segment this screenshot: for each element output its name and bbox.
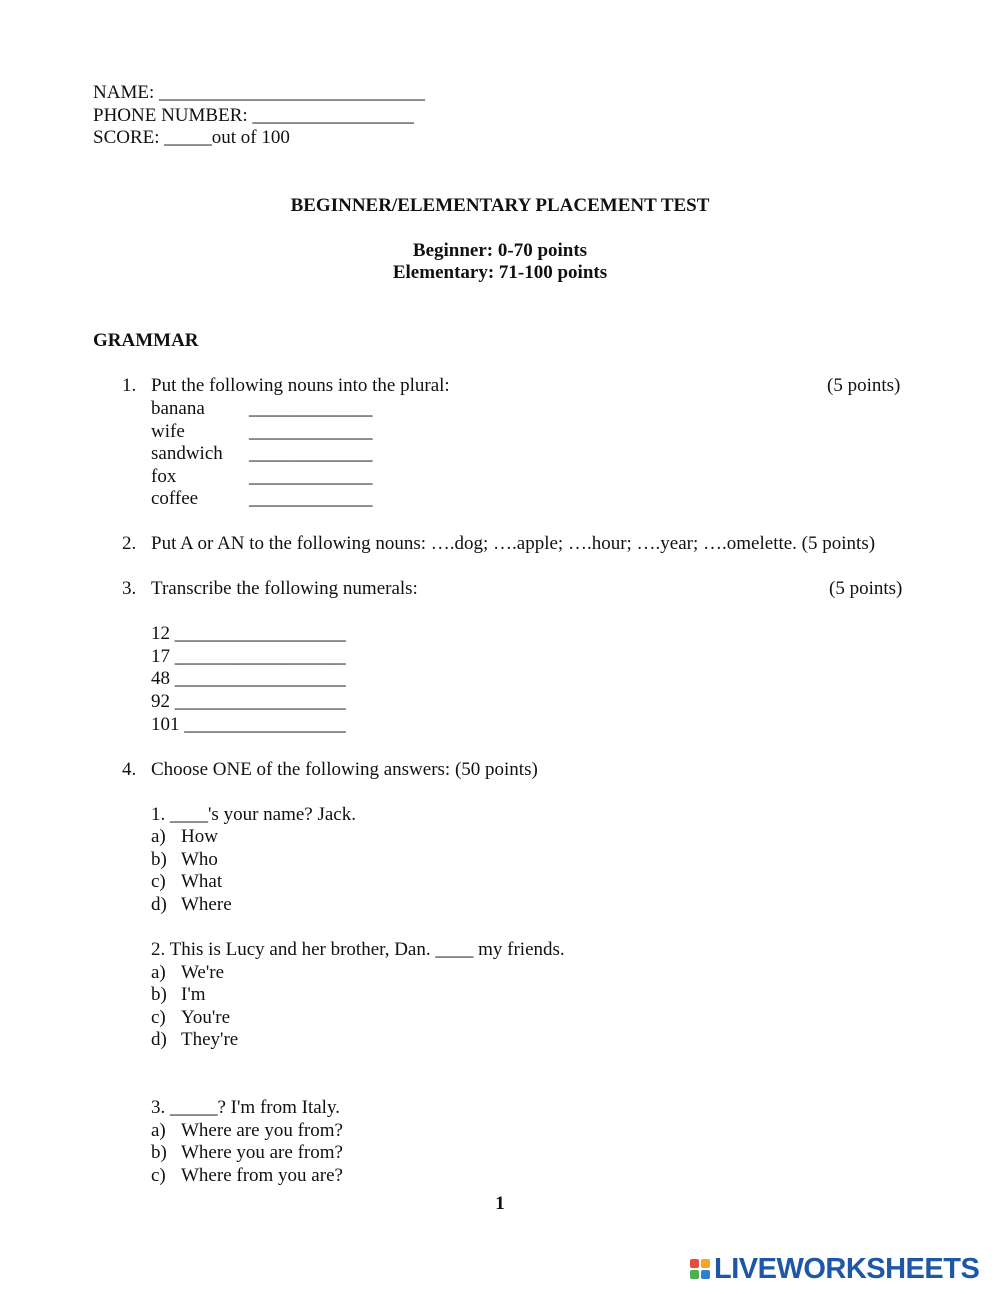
mc-option-letter: b)	[151, 1142, 167, 1163]
mc-option-letter: a)	[151, 826, 166, 847]
mc-option-letter: c)	[151, 1007, 166, 1028]
mc-option-letter: a)	[151, 1120, 166, 1141]
q1-blank: _____________	[249, 398, 373, 419]
q1-word: sandwich	[151, 443, 223, 464]
q3-numeral-line: 12 __________________	[151, 623, 346, 644]
mc-option: Who	[181, 849, 218, 870]
q1-blank: _____________	[249, 443, 373, 464]
q3-numeral-line: 48 __________________	[151, 668, 346, 689]
section-heading: GRAMMAR	[93, 330, 199, 351]
q4-number: 4.	[122, 759, 137, 780]
mc-option: How	[181, 826, 218, 847]
mc-option: Where	[181, 894, 232, 915]
elementary-range: Elementary: 71-100 points	[392, 262, 608, 283]
q1-word: wife	[151, 421, 185, 442]
mc-option: What	[181, 871, 223, 892]
q2-number: 2.	[122, 533, 137, 554]
phone-line: PHONE NUMBER: _________________	[93, 105, 414, 126]
brand-name: LIVEWORKSHEETS	[714, 1252, 980, 1285]
q3-numeral-line: 92 __________________	[151, 691, 346, 712]
q3-number: 3.	[122, 578, 137, 599]
q2-text: Put A or AN to the following nouns: ….dog; ….apple; ….hour; ….year; ….omelette. (5 points)	[151, 533, 876, 554]
q4-text: Choose ONE of the following answers: (50 points)	[151, 759, 538, 780]
q1-blank: _____________	[249, 488, 373, 509]
liveworksheets-logo	[690, 1252, 979, 1286]
mc-option: You're	[181, 1007, 231, 1028]
mc-option-letter: d)	[151, 1029, 167, 1050]
q1-number: 1.	[122, 375, 137, 396]
mc-option: Where are you from?	[181, 1120, 343, 1141]
mc-option-letter: a)	[151, 962, 166, 983]
name-line: NAME: ____________________________	[93, 82, 425, 103]
q3-points: (5 points)	[829, 578, 903, 599]
q1-blank: _____________	[249, 421, 373, 442]
mc-prompt: 2. This is Lucy and her brother, Dan. ____ my friends.	[151, 939, 565, 960]
mc-option: Where from you are?	[181, 1165, 343, 1186]
mc-option-letter: b)	[151, 849, 167, 870]
q3-numeral-line: 17 __________________	[151, 646, 346, 667]
beginner-range: Beginner: 0-70 points	[412, 240, 588, 261]
q1-text: Put the following nouns into the plural:	[151, 375, 450, 396]
q1-word: fox	[151, 466, 177, 487]
q1-blank: _____________	[249, 466, 373, 487]
mc-option-letter: c)	[151, 1165, 166, 1186]
mc-option: I'm	[181, 984, 206, 1005]
q1-points: (5 points)	[827, 375, 901, 396]
mc-option: We're	[181, 962, 225, 983]
mc-option-letter: d)	[151, 894, 167, 915]
mc-option: They're	[181, 1029, 239, 1050]
mc-option: Where you are from?	[181, 1142, 343, 1163]
q3-text: Transcribe the following numerals:	[151, 578, 418, 599]
q3-numeral-line: 101 _________________	[151, 714, 346, 735]
page-title: BEGINNER/ELEMENTARY PLACEMENT TEST	[290, 195, 710, 216]
mc-option-letter: c)	[151, 871, 166, 892]
liveworksheets-mark-icon	[690, 1259, 710, 1279]
page-number: 1	[495, 1193, 505, 1214]
mc-prompt: 1. ____'s your name? Jack.	[151, 804, 356, 825]
score-line: SCORE: _____out of 100	[93, 127, 290, 148]
q1-word: banana	[151, 398, 205, 419]
mc-option-letter: b)	[151, 984, 167, 1005]
mc-prompt: 3. _____? I'm from Italy.	[151, 1097, 340, 1118]
q1-word: coffee	[151, 488, 199, 509]
